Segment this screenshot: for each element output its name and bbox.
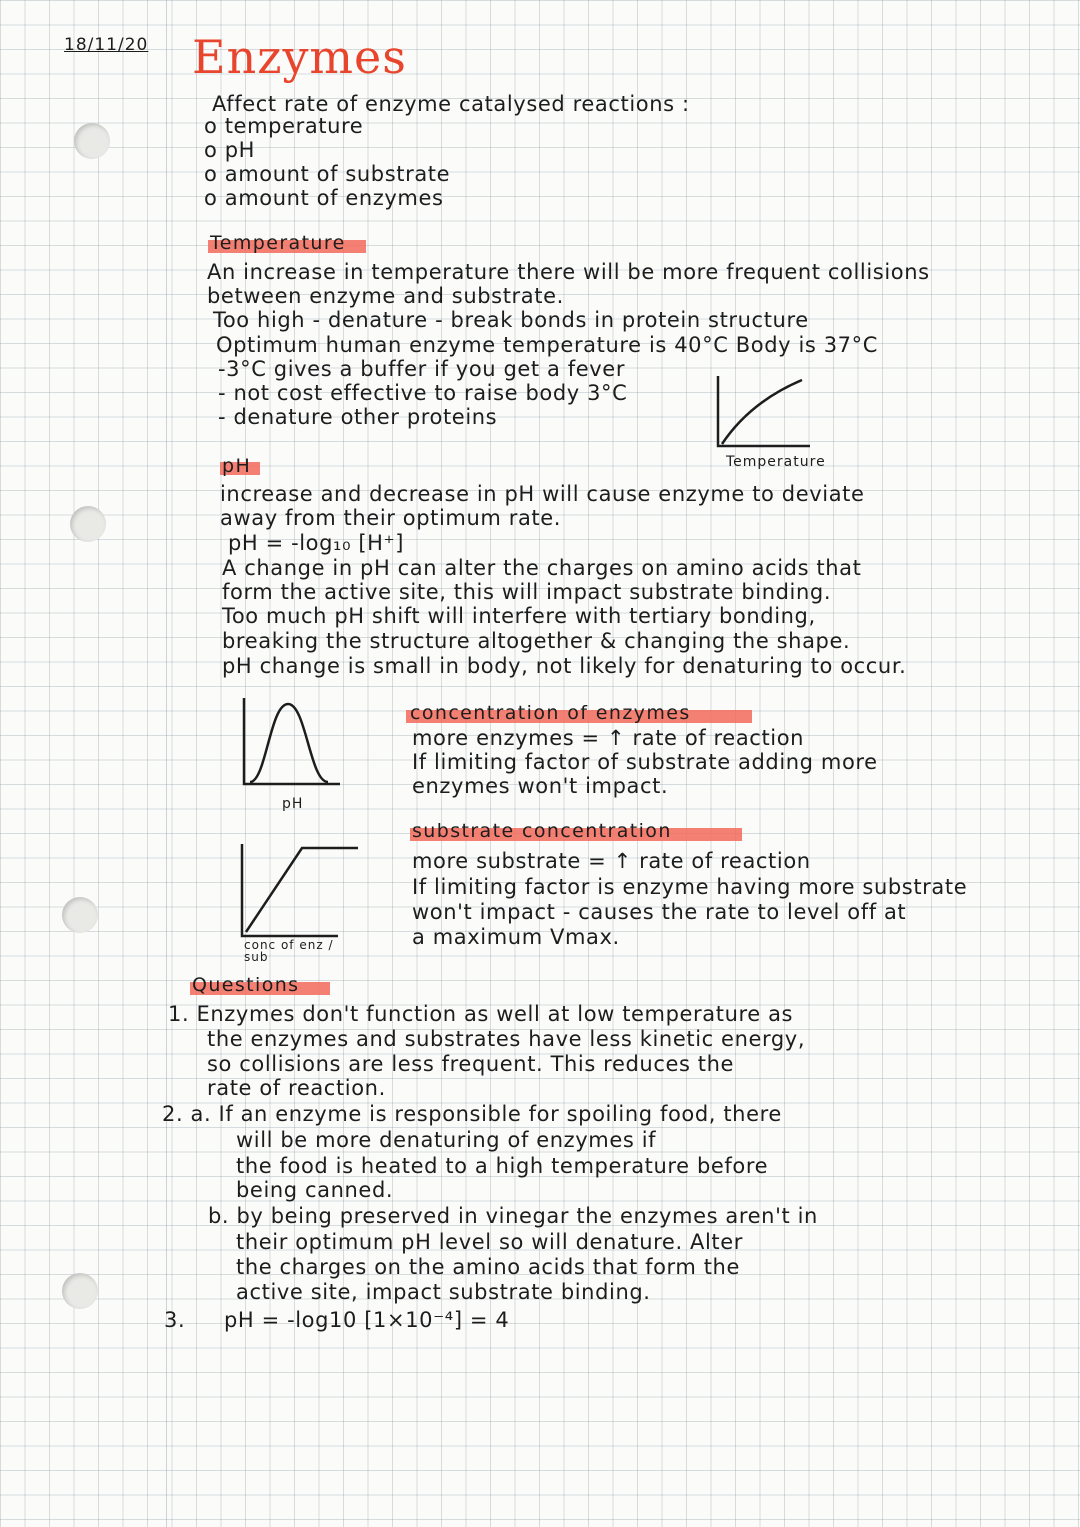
intro-item: o temperature xyxy=(204,114,364,138)
text-line: form the active site, this will impact substrate binding. xyxy=(222,580,832,604)
punch-hole xyxy=(70,506,106,542)
intro-heading: Affect rate of enzyme catalysed reactions : xyxy=(212,92,690,116)
answer-line: 2. a. If an enzyme is responsible for spoiling food, there xyxy=(162,1102,782,1126)
answer-line: the enzymes and substrates have less kinetic energy, xyxy=(207,1027,806,1051)
section-heading-ph: pH xyxy=(222,455,252,477)
text-line: between enzyme and substrate. xyxy=(207,284,564,308)
text-line: Optimum human enzyme temperature is 40°C Body is 37°C xyxy=(216,333,878,357)
question-number: 3. xyxy=(164,1308,186,1332)
intro-item: o pH xyxy=(204,138,256,162)
intro-item: o amount of substrate xyxy=(204,162,451,186)
answer-line: will be more denaturing of enzymes if xyxy=(236,1128,657,1152)
text-line: - not cost effective to raise body 3°C xyxy=(218,381,628,405)
section-heading-temperature: Temperature xyxy=(210,232,346,254)
text-line: If limiting factor of substrate adding more xyxy=(412,750,878,774)
punch-hole xyxy=(62,1273,98,1309)
intro-item: o amount of enzymes xyxy=(204,186,444,210)
text-line: more enzymes = ↑ rate of reaction xyxy=(412,726,805,750)
answer-line: the food is heated to a high temperature before xyxy=(236,1154,769,1178)
answer-line: being canned. xyxy=(236,1178,394,1202)
punch-hole xyxy=(74,123,110,159)
date: 18/11/20 xyxy=(64,35,149,55)
answer-line: pH = -log10 [1×10⁻⁴] = 4 xyxy=(224,1308,510,1332)
text-line: away from their optimum rate. xyxy=(220,506,562,530)
concentration-graph-label: conc of enz / xyxy=(244,938,334,952)
temperature-graph-label: Temperature xyxy=(726,454,826,470)
text-line: An increase in temperature there will be more frequent collisions xyxy=(207,260,930,284)
answer-line: the charges on the amino acids that form the xyxy=(236,1255,740,1279)
text-line: pH = -log₁₀ [H⁺] xyxy=(228,531,405,555)
text-line: Too much pH shift will interfere with tertiary bonding, xyxy=(222,604,816,628)
text-line: more substrate = ↑ rate of reaction xyxy=(412,849,811,873)
text-line: a maximum Vmax. xyxy=(412,925,620,949)
section-heading-enzyme-conc: concentration of enzymes xyxy=(410,702,691,724)
answer-line: rate of reaction. xyxy=(207,1076,386,1100)
text-line: enzymes won't impact. xyxy=(412,774,669,798)
section-heading-questions: Questions xyxy=(192,974,300,996)
text-line: - denature other proteins xyxy=(218,405,498,429)
text-line: If limiting factor is enzyme having more substrate xyxy=(412,875,968,899)
text-line: pH change is small in body, not likely for denaturing to occur. xyxy=(222,654,907,678)
punch-hole xyxy=(62,897,98,933)
answer-line: their optimum pH level so will denature. Alter xyxy=(236,1230,743,1254)
temperature-graph xyxy=(710,372,820,452)
concentration-graph xyxy=(234,840,364,944)
text-line: breaking the structure altogether & changing the shape. xyxy=(222,629,851,653)
ph-graph xyxy=(236,694,346,794)
text-line: won't impact - causes the rate to level off at xyxy=(412,900,907,924)
answer-line: 1. Enzymes don't function as well at low temperature as xyxy=(168,1002,794,1026)
answer-line: b. by being preserved in vinegar the enzymes aren't in xyxy=(208,1204,818,1228)
answer-line: so collisions are less frequent. This reduces the xyxy=(207,1052,735,1076)
ph-graph-label: pH xyxy=(282,796,304,812)
text-line: A change in pH can alter the charges on amino acids that xyxy=(222,556,862,580)
text-line: Too high - denature - break bonds in protein structure xyxy=(213,308,809,332)
concentration-graph-label: sub xyxy=(244,950,269,964)
text-line: increase and decrease in pH will cause enzyme to deviate xyxy=(220,482,865,506)
page-margin-line xyxy=(166,0,167,1527)
text-line: -3°C gives a buffer if you get a fever xyxy=(218,357,626,381)
answer-line: active site, impact substrate binding. xyxy=(236,1280,651,1304)
page-title: Enzymes xyxy=(192,30,407,84)
section-heading-substrate-conc: substrate concentration xyxy=(412,820,672,842)
